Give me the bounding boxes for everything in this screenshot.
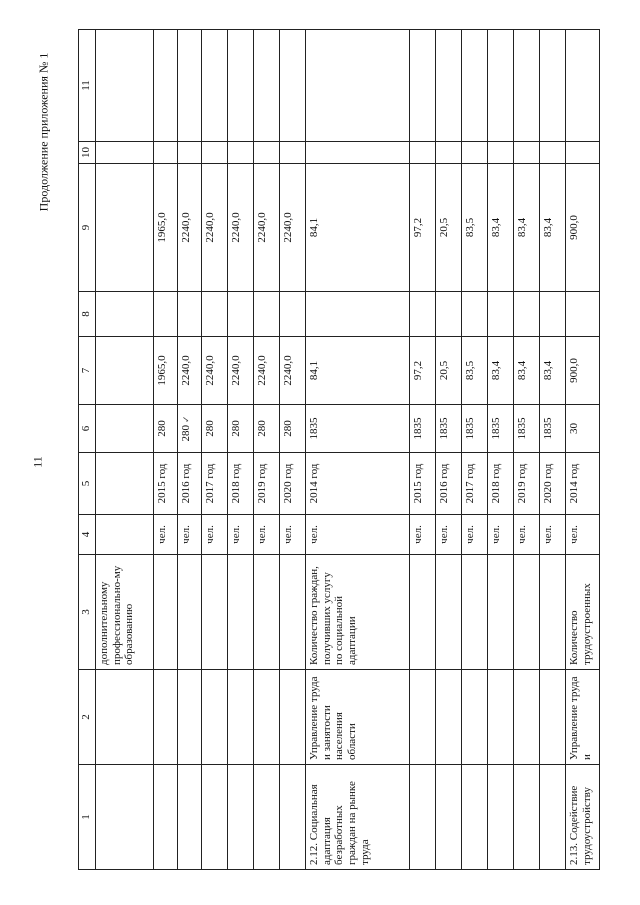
column-number: 10 bbox=[79, 142, 96, 164]
table-cell bbox=[514, 292, 540, 337]
cell-text: 83,5 bbox=[464, 217, 476, 238]
table-cell bbox=[436, 142, 462, 164]
table-cell bbox=[462, 337, 488, 405]
table-cell bbox=[514, 670, 540, 765]
cell-text: чел. bbox=[308, 525, 320, 544]
cell-text: чел. bbox=[256, 525, 268, 544]
table-cell bbox=[280, 670, 306, 765]
cell-text: чел. bbox=[412, 525, 424, 544]
table-cell bbox=[178, 142, 202, 164]
column-number: 8 bbox=[79, 292, 96, 337]
table-cell bbox=[306, 405, 410, 453]
table-cell bbox=[202, 164, 228, 292]
cell-text: 2240,0 bbox=[230, 355, 242, 386]
table-cell bbox=[566, 292, 600, 337]
table-cell bbox=[410, 515, 436, 555]
table-cell bbox=[514, 164, 540, 292]
table-cell bbox=[566, 453, 600, 515]
table-cell bbox=[202, 453, 228, 515]
table-cell bbox=[154, 30, 178, 142]
table-cell bbox=[540, 670, 566, 765]
table-cell bbox=[228, 164, 254, 292]
table-cell bbox=[410, 670, 436, 765]
column-number-row bbox=[79, 30, 96, 870]
table-cell bbox=[154, 555, 178, 670]
table-cell bbox=[96, 765, 154, 870]
cell-text: 1835 bbox=[490, 417, 502, 440]
cell-text: 83,4 bbox=[490, 360, 502, 381]
table-cell bbox=[514, 30, 540, 142]
column-number: 9 bbox=[79, 164, 96, 292]
column-number: 2 bbox=[79, 670, 96, 765]
cell-text: 2240,0 bbox=[256, 212, 268, 243]
table-cell bbox=[96, 515, 154, 555]
table-row bbox=[410, 30, 436, 870]
table-cell bbox=[540, 337, 566, 405]
cell-text: чел. bbox=[282, 525, 294, 544]
cell-text: Управление труда и bbox=[568, 676, 593, 760]
cell-text: чел. bbox=[230, 525, 242, 544]
cell-text: чел. bbox=[180, 525, 192, 544]
table-row bbox=[228, 30, 254, 870]
table-cell bbox=[228, 405, 254, 453]
table-cell bbox=[540, 30, 566, 142]
table-cell bbox=[436, 337, 462, 405]
table-cell bbox=[410, 142, 436, 164]
cell-text: 2.12. Социальная адаптация безработных граждан на рынке труда bbox=[308, 781, 371, 865]
table-cell bbox=[410, 292, 436, 337]
table-cell bbox=[280, 30, 306, 142]
cell-text: 84,1 bbox=[308, 360, 320, 381]
rotated-table-container bbox=[78, 30, 598, 870]
continuation-title: Продолжение приложения № 1 bbox=[36, 52, 51, 212]
table-cell bbox=[462, 142, 488, 164]
table-cell bbox=[280, 164, 306, 292]
table-row bbox=[306, 30, 410, 870]
cell-text: 2240,0 bbox=[204, 355, 216, 386]
cell-text: 1835 bbox=[412, 417, 424, 440]
table-cell bbox=[410, 164, 436, 292]
table-cell bbox=[462, 670, 488, 765]
table-row bbox=[540, 30, 566, 870]
table-cell bbox=[462, 405, 488, 453]
table-row bbox=[566, 30, 600, 870]
cell-text: 2.13. Содействие трудоустройству bbox=[568, 785, 593, 865]
cell-text: 280 bbox=[282, 420, 294, 437]
table-cell bbox=[462, 555, 488, 670]
cell-text: 2018 год bbox=[230, 463, 242, 504]
cell-text: 30 bbox=[568, 423, 580, 434]
table-cell bbox=[306, 164, 410, 292]
table-row bbox=[154, 30, 178, 870]
cell-text: чел. bbox=[438, 525, 450, 544]
column-number: 4 bbox=[79, 515, 96, 555]
table-cell bbox=[228, 292, 254, 337]
table-cell bbox=[280, 515, 306, 555]
table-cell bbox=[540, 292, 566, 337]
table-cell bbox=[306, 765, 410, 870]
table-cell bbox=[254, 337, 280, 405]
table-row bbox=[202, 30, 228, 870]
table-cell bbox=[96, 555, 154, 670]
table-cell bbox=[96, 453, 154, 515]
table-cell bbox=[228, 337, 254, 405]
table-cell bbox=[436, 292, 462, 337]
table-cell bbox=[540, 405, 566, 453]
table-cell bbox=[436, 515, 462, 555]
table-cell bbox=[540, 453, 566, 515]
table-cell bbox=[462, 164, 488, 292]
table-cell bbox=[566, 405, 600, 453]
cell-text: 2020 год bbox=[282, 463, 294, 504]
table-cell bbox=[254, 515, 280, 555]
table-cell bbox=[566, 670, 600, 765]
table-cell bbox=[178, 765, 202, 870]
table-cell bbox=[514, 515, 540, 555]
table-cell bbox=[540, 515, 566, 555]
table-cell bbox=[566, 555, 600, 670]
table-cell bbox=[202, 30, 228, 142]
table-cell bbox=[462, 453, 488, 515]
table-cell bbox=[488, 337, 514, 405]
table-cell bbox=[178, 292, 202, 337]
table-cell bbox=[462, 30, 488, 142]
table-cell bbox=[254, 670, 280, 765]
table-cell bbox=[410, 453, 436, 515]
table-cell bbox=[178, 670, 202, 765]
table-cell bbox=[254, 30, 280, 142]
cell-text: 900,0 bbox=[568, 215, 580, 240]
table-cell bbox=[154, 337, 178, 405]
table-cell bbox=[488, 30, 514, 142]
cell-text: 2240,0 bbox=[282, 212, 294, 243]
table-cell bbox=[488, 515, 514, 555]
cell-text: 900,0 bbox=[568, 358, 580, 383]
table-cell bbox=[566, 765, 600, 870]
column-number: 1 bbox=[79, 765, 96, 870]
cell-text: 97,2 bbox=[412, 217, 424, 238]
table-cell bbox=[280, 142, 306, 164]
table-cell bbox=[228, 670, 254, 765]
table-cell bbox=[96, 337, 154, 405]
table-cell bbox=[178, 30, 202, 142]
cell-text: 1965,0 bbox=[156, 355, 168, 386]
table-cell bbox=[178, 555, 202, 670]
table-cell bbox=[436, 30, 462, 142]
table-cell bbox=[96, 142, 154, 164]
table-cell bbox=[178, 405, 202, 453]
table-row bbox=[96, 30, 154, 870]
table-cell bbox=[410, 405, 436, 453]
cell-text: чел. bbox=[490, 525, 502, 544]
table-cell bbox=[306, 30, 410, 142]
cell-text: 83,5 bbox=[464, 360, 476, 381]
table-cell bbox=[254, 164, 280, 292]
table-cell bbox=[410, 765, 436, 870]
cell-text: 2014 год bbox=[308, 463, 320, 504]
table-cell bbox=[280, 765, 306, 870]
table-row bbox=[178, 30, 202, 870]
table-cell bbox=[202, 765, 228, 870]
table-cell bbox=[488, 405, 514, 453]
table-cell bbox=[96, 30, 154, 142]
table-cell bbox=[488, 164, 514, 292]
table-cell bbox=[514, 765, 540, 870]
table-cell bbox=[154, 164, 178, 292]
column-number: 3 bbox=[79, 555, 96, 670]
table-cell bbox=[566, 30, 600, 142]
cell-text: 1965,0 bbox=[156, 212, 168, 243]
table-cell bbox=[306, 555, 410, 670]
table-row bbox=[488, 30, 514, 870]
cell-text: 1835 bbox=[308, 417, 320, 440]
table-cell bbox=[154, 515, 178, 555]
table-cell bbox=[306, 670, 410, 765]
cell-text: 2240,0 bbox=[180, 355, 192, 386]
table-cell bbox=[254, 453, 280, 515]
table-cell bbox=[488, 765, 514, 870]
table-cell bbox=[514, 453, 540, 515]
table-cell bbox=[96, 405, 154, 453]
page-number: 11 bbox=[30, 456, 45, 468]
table-cell bbox=[488, 555, 514, 670]
cell-text: 2014 год bbox=[568, 463, 580, 504]
table-cell bbox=[436, 670, 462, 765]
table-cell bbox=[488, 292, 514, 337]
column-number: 7 bbox=[79, 337, 96, 405]
cell-text: чел. bbox=[464, 525, 476, 544]
cell-text: 2020 год bbox=[542, 463, 554, 504]
table-cell bbox=[202, 555, 228, 670]
cell-text: 2240,0 bbox=[256, 355, 268, 386]
table-cell bbox=[178, 453, 202, 515]
table-cell bbox=[462, 292, 488, 337]
table-row bbox=[436, 30, 462, 870]
table-cell bbox=[228, 142, 254, 164]
table-cell bbox=[514, 555, 540, 670]
cell-text: чел. bbox=[542, 525, 554, 544]
table-cell bbox=[280, 555, 306, 670]
table-cell bbox=[566, 142, 600, 164]
cell-text: 84,1 bbox=[308, 217, 320, 238]
cell-text: 1835 bbox=[438, 417, 450, 440]
handwritten-check-mark: ✓ bbox=[182, 415, 192, 424]
cell-text: дополнительному профессионально-му образованию bbox=[98, 565, 136, 665]
table-cell bbox=[280, 337, 306, 405]
table-cell bbox=[178, 337, 202, 405]
table-cell bbox=[202, 142, 228, 164]
cell-text: 83,4 bbox=[516, 217, 528, 238]
cell-text: 1835 bbox=[516, 417, 528, 440]
table-cell bbox=[228, 765, 254, 870]
cell-text: Количество трудоустроенных bbox=[568, 583, 593, 665]
table-cell bbox=[436, 164, 462, 292]
cell-text: 1835 bbox=[464, 417, 476, 440]
table-cell bbox=[96, 292, 154, 337]
table-cell bbox=[514, 337, 540, 405]
program-indicators-table bbox=[78, 29, 600, 870]
table-cell bbox=[228, 515, 254, 555]
column-number: 6 bbox=[79, 405, 96, 453]
table-cell bbox=[202, 337, 228, 405]
table-cell bbox=[306, 337, 410, 405]
cell-text: 2240,0 bbox=[180, 212, 192, 243]
table-row bbox=[514, 30, 540, 870]
table-cell bbox=[436, 453, 462, 515]
table-cell bbox=[410, 555, 436, 670]
table-cell bbox=[410, 337, 436, 405]
table-cell bbox=[306, 515, 410, 555]
table-cell bbox=[488, 670, 514, 765]
table-cell bbox=[436, 405, 462, 453]
cell-text: 2017 год bbox=[464, 463, 476, 504]
column-number: 11 bbox=[79, 30, 96, 142]
cell-text: 2016 год bbox=[180, 463, 192, 504]
cell-text: 83,4 bbox=[516, 360, 528, 381]
table-cell bbox=[254, 142, 280, 164]
table-cell bbox=[306, 453, 410, 515]
table-cell bbox=[154, 405, 178, 453]
table-cell bbox=[280, 453, 306, 515]
cell-text: Управление труда и занятости населения области bbox=[308, 676, 358, 760]
cell-text: 2019 год bbox=[256, 463, 268, 504]
table-cell bbox=[154, 292, 178, 337]
table-cell bbox=[202, 292, 228, 337]
table-cell bbox=[228, 453, 254, 515]
cell-text: 280 bbox=[180, 425, 192, 442]
table-cell bbox=[96, 164, 154, 292]
cell-text: 2240,0 bbox=[230, 212, 242, 243]
table-row bbox=[280, 30, 306, 870]
table-cell bbox=[154, 453, 178, 515]
table-cell bbox=[566, 164, 600, 292]
table-cell bbox=[154, 765, 178, 870]
cell-text: 280 bbox=[230, 420, 242, 437]
table-cell bbox=[540, 765, 566, 870]
table-cell bbox=[254, 292, 280, 337]
table-cell bbox=[280, 292, 306, 337]
cell-text: 280 bbox=[204, 420, 216, 437]
cell-text: 280 bbox=[156, 420, 168, 437]
table-cell bbox=[540, 164, 566, 292]
table-cell bbox=[154, 670, 178, 765]
cell-text: 2018 год bbox=[490, 463, 502, 504]
table-cell bbox=[488, 453, 514, 515]
table-cell bbox=[436, 765, 462, 870]
table-cell bbox=[254, 405, 280, 453]
table-cell bbox=[96, 670, 154, 765]
table-cell bbox=[280, 405, 306, 453]
cell-text: 2017 год bbox=[204, 463, 216, 504]
table-cell bbox=[228, 555, 254, 670]
cell-text: 2019 год bbox=[516, 463, 528, 504]
table-cell bbox=[202, 405, 228, 453]
table-cell bbox=[154, 142, 178, 164]
table-cell bbox=[462, 765, 488, 870]
cell-text: Количество граждан, получивших услугу по социальной адаптации bbox=[308, 566, 358, 665]
table-cell bbox=[202, 670, 228, 765]
cell-text: 20,5 bbox=[438, 360, 450, 381]
table-cell bbox=[410, 30, 436, 142]
cell-text: 2015 год bbox=[412, 463, 424, 504]
cell-text: 280 bbox=[256, 420, 268, 437]
cell-text: 2016 год bbox=[438, 463, 450, 504]
table-cell bbox=[178, 515, 202, 555]
cell-text: чел. bbox=[204, 525, 216, 544]
table-cell bbox=[178, 164, 202, 292]
table-cell bbox=[514, 142, 540, 164]
table-cell bbox=[436, 555, 462, 670]
table-row bbox=[254, 30, 280, 870]
cell-text: 1835 bbox=[542, 417, 554, 440]
cell-text: чел. bbox=[516, 525, 528, 544]
table-cell bbox=[540, 555, 566, 670]
table-cell bbox=[566, 337, 600, 405]
table-cell bbox=[514, 405, 540, 453]
cell-text: 2240,0 bbox=[204, 212, 216, 243]
cell-text: 97,2 bbox=[412, 360, 424, 381]
table-cell bbox=[306, 292, 410, 337]
table-cell bbox=[202, 515, 228, 555]
table-cell bbox=[306, 142, 410, 164]
table-cell bbox=[566, 515, 600, 555]
table-cell bbox=[254, 765, 280, 870]
table-cell bbox=[488, 142, 514, 164]
table-cell bbox=[462, 515, 488, 555]
cell-text: чел. bbox=[156, 525, 168, 544]
cell-text: 2240,0 bbox=[282, 355, 294, 386]
table-cell bbox=[254, 555, 280, 670]
table-body bbox=[96, 30, 600, 870]
cell-text: 83,4 bbox=[542, 217, 554, 238]
table-cell bbox=[540, 142, 566, 164]
table-row bbox=[462, 30, 488, 870]
cell-text: 83,4 bbox=[490, 217, 502, 238]
cell-text: 20,5 bbox=[438, 217, 450, 238]
cell-text: чел. bbox=[568, 525, 580, 544]
cell-text: 83,4 bbox=[542, 360, 554, 381]
table-cell bbox=[228, 30, 254, 142]
cell-text: 2015 год bbox=[156, 463, 168, 504]
column-number: 5 bbox=[79, 453, 96, 515]
